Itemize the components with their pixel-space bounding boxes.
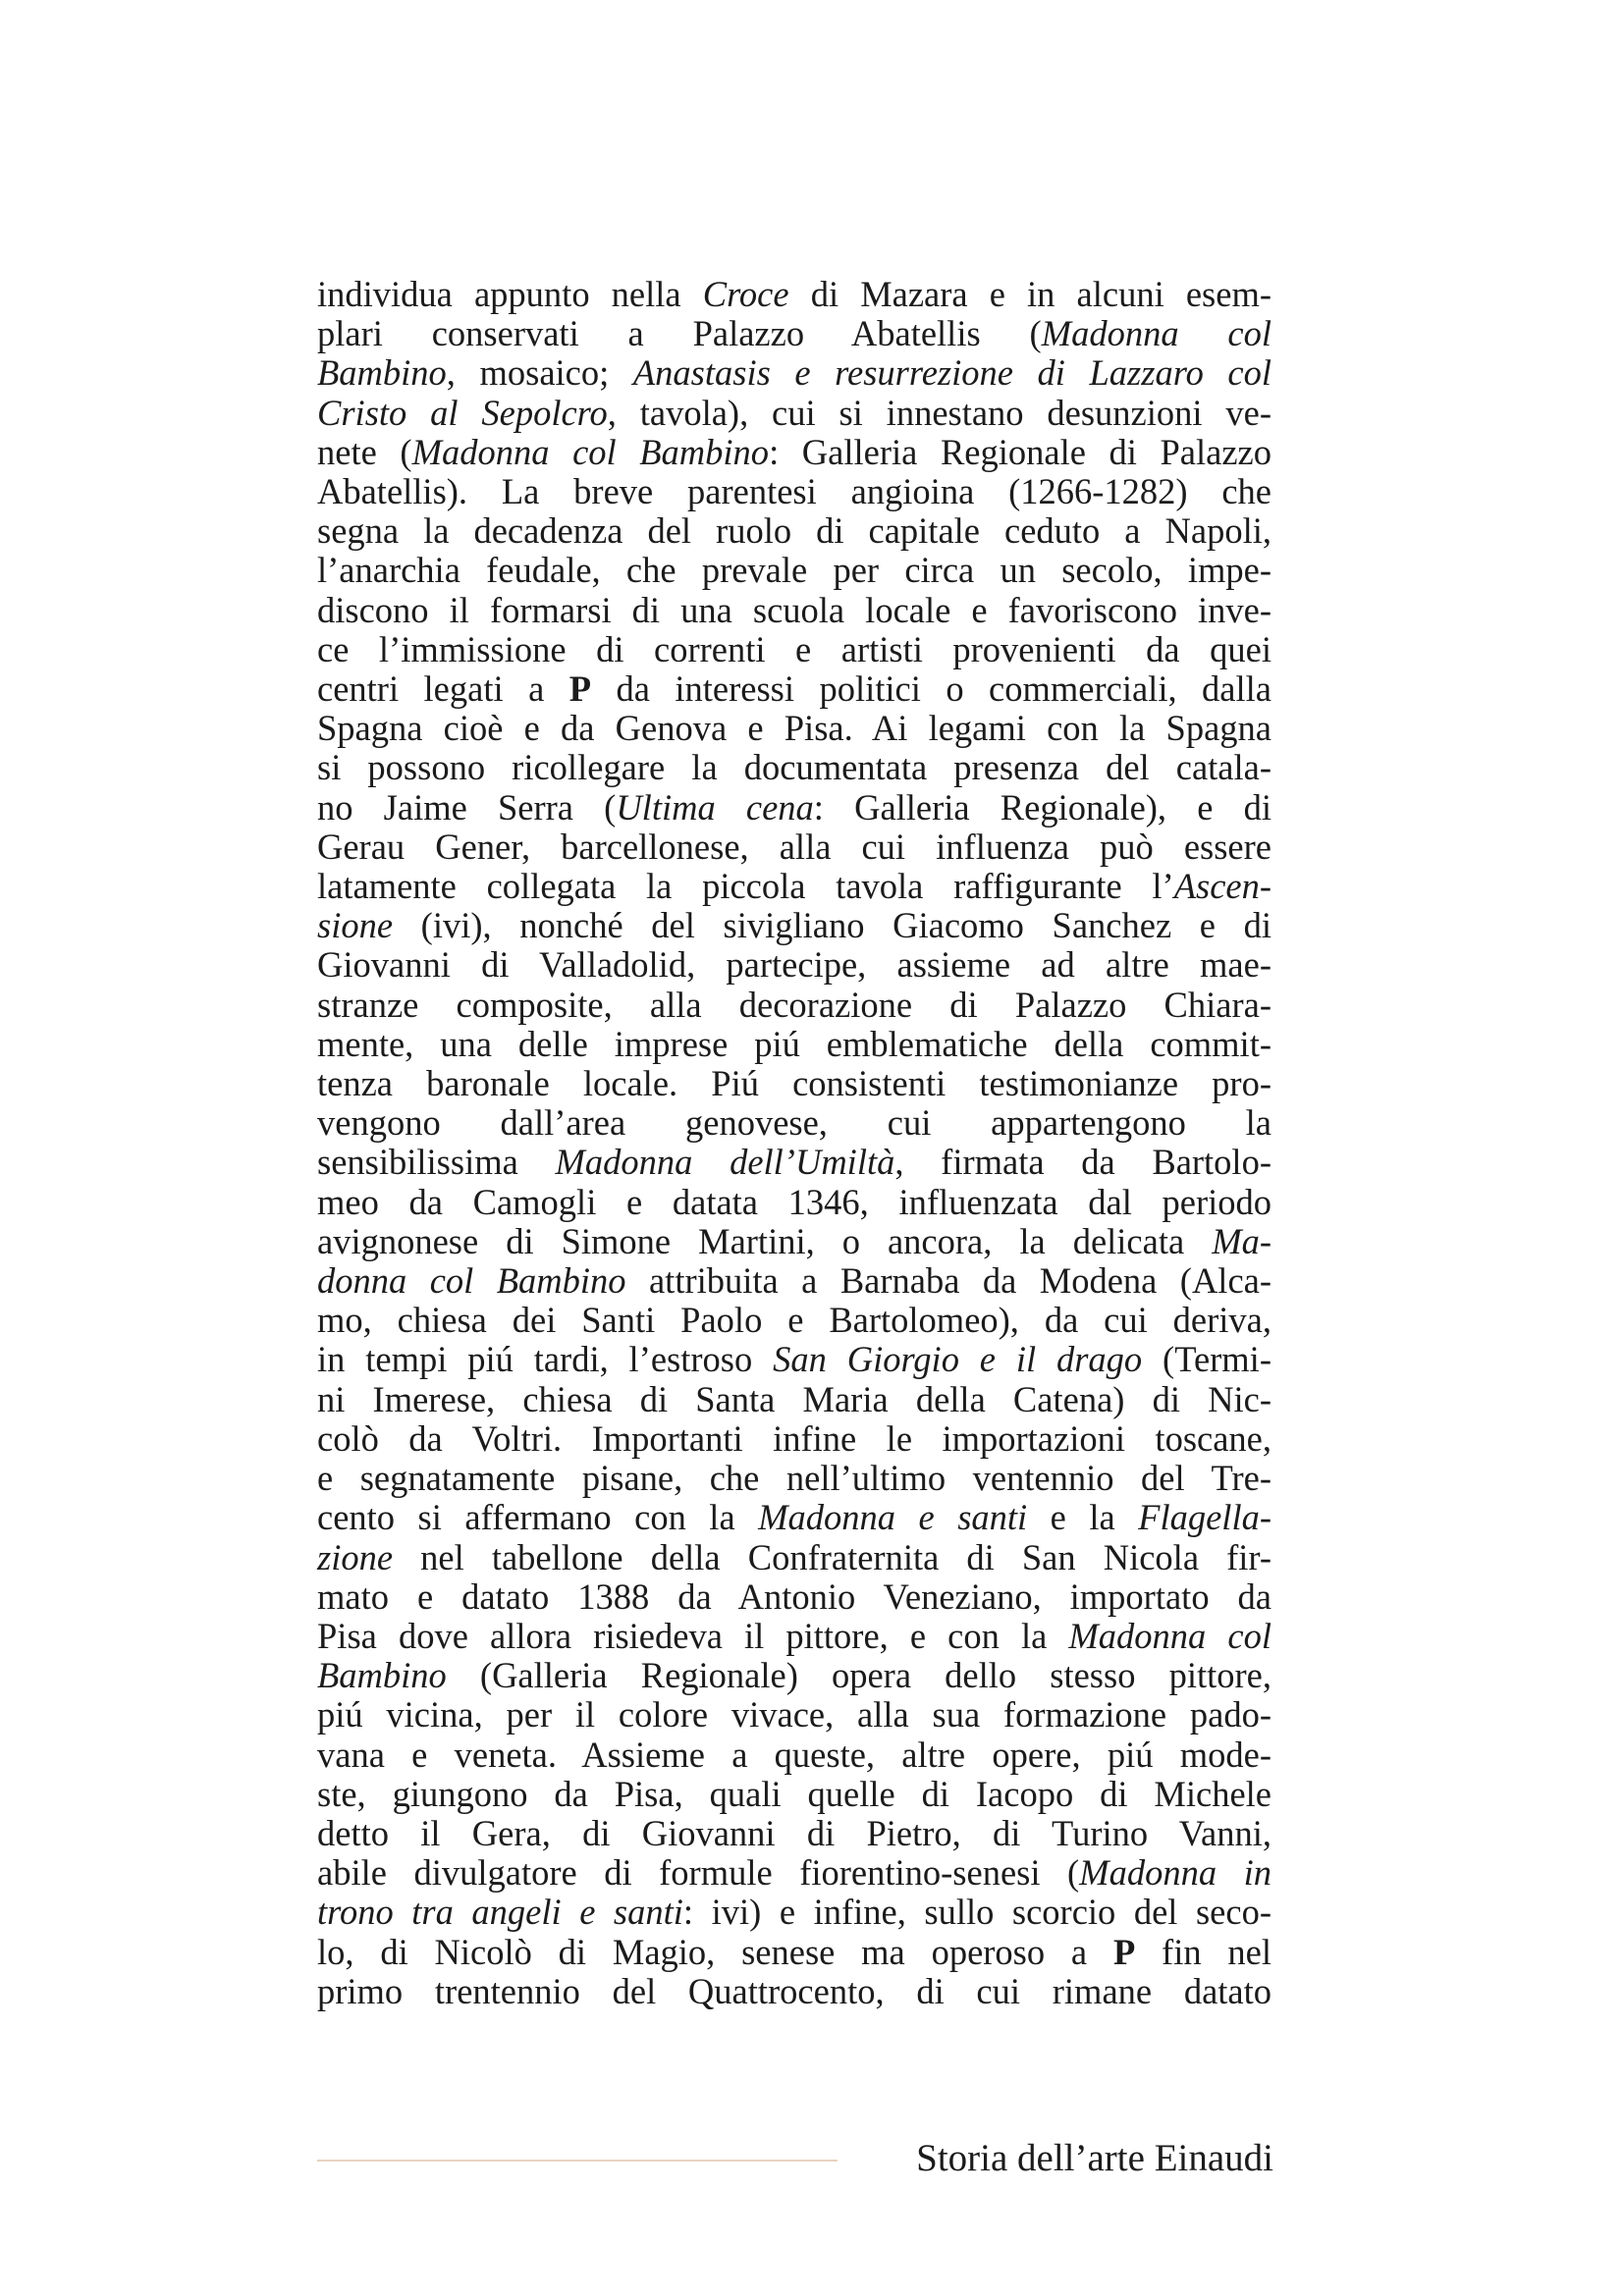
text-span: e segnatamente pisane, che nell’ultimo ventennio del Tre- [317, 1458, 1271, 1499]
text-line [317, 1340, 1271, 1379]
text-span: : Galleria Regionale), e di [813, 786, 1271, 828]
text-span: meo da Camogli e datata 1346, influenzata dal periodo [317, 1181, 1271, 1222]
italic-span: sione [317, 905, 394, 946]
text-span: latamente collegata la piccola tavola raffigurante l’ [317, 866, 1174, 907]
italic-span: Ultima cena [616, 786, 814, 828]
text-span: sensibilissima [317, 1142, 556, 1183]
text-span: : Galleria Regionale di Palazzo [769, 431, 1272, 472]
text-line [317, 788, 1271, 828]
italic-span: trono tra angeli e santi [317, 1892, 683, 1933]
text-span: di Mazara e in alcuni esem- [788, 274, 1271, 314]
text-line [317, 1380, 1271, 1419]
italic-span: Flagella- [1138, 1497, 1271, 1538]
text-span: stranze composite, alla decorazione di Palazzo Chiara- [317, 984, 1271, 1025]
text-span: , mosaico; [446, 352, 633, 394]
text-line [317, 1419, 1271, 1459]
text-span: detto il Gera, di Giovanni di Pietro, di Turino Vanni, [317, 1812, 1271, 1853]
text-span: centri legati a [317, 668, 569, 710]
text-span: vengono dall’area genovese, cui appartengono la [317, 1102, 1271, 1144]
text-line [317, 1143, 1271, 1182]
bold-span: P [1112, 1931, 1136, 1972]
text-line [317, 1656, 1271, 1695]
text-line [317, 986, 1271, 1025]
footer-label: Storia dell’arte Einaudi [916, 2137, 1273, 2179]
text-line [317, 1853, 1271, 1893]
italic-span: Anastasis e resurrezione di Lazzaro col [632, 352, 1271, 394]
text-line [317, 1222, 1271, 1261]
italic-span: Ma- [1212, 1220, 1271, 1261]
italic-span: zione [317, 1536, 394, 1577]
text-line [317, 709, 1271, 748]
text-line [317, 591, 1271, 630]
italic-span: Croce [702, 274, 789, 314]
text-span: attribuita a Barnaba da Modena (Alca- [625, 1260, 1272, 1302]
text-span: mo, chiesa dei Santi Paolo e Bartolomeo), da cui deriva, [317, 1300, 1271, 1341]
text-span: Gerau Gener, barcellonese, alla cui influenza può essere [317, 826, 1271, 867]
text-span: nete ( [317, 431, 412, 472]
text-line [317, 1617, 1271, 1656]
text-span: vana e veneta. Assieme a queste, altre opere, piú mode- [317, 1734, 1271, 1775]
text-line [317, 1577, 1271, 1617]
text-span: discono il formarsi di una scuola locale e favoriscono inve- [317, 589, 1271, 630]
text-line [317, 1183, 1271, 1222]
italic-span: Madonna e santi [758, 1497, 1028, 1538]
text-line [317, 353, 1271, 393]
text-line [317, 906, 1271, 945]
text-line [317, 630, 1271, 669]
text-line [317, 551, 1271, 590]
text-line [317, 1893, 1271, 1932]
italic-span: San Giorgio e il drago [773, 1339, 1143, 1380]
text-span: (ivi), nonché del sivigliano Giacomo Sanchez e di [393, 905, 1271, 946]
italic-span: donna col Bambino [317, 1260, 626, 1302]
text-line [317, 433, 1271, 472]
text-line [317, 1972, 1271, 2011]
italic-span: Madonna in [1079, 1852, 1271, 1894]
italic-span: Madonna dell’Umiltà [555, 1142, 895, 1183]
text-span: Pisa dove allora risiedeva il pittore, e con la [317, 1615, 1069, 1656]
italic-span: Cristo al Sepolcro [317, 392, 608, 433]
text-span: piú vicina, per il colore vivace, alla sua formazione pado- [317, 1694, 1271, 1735]
text-line [317, 394, 1271, 433]
text-line [317, 1498, 1271, 1537]
bold-span: P [568, 668, 592, 710]
text-span: , firmata da Bartolo- [894, 1142, 1271, 1183]
text-span: (Galleria Regionale) opera dello stesso pittore, [446, 1655, 1271, 1696]
text-span: Giovanni di Valladolid, partecipe, assieme ad altre mae- [317, 944, 1271, 986]
italic-span: Bambino [317, 352, 447, 394]
text-span: ni Imerese, chiesa di Santa Maria della Catena) di Nic- [317, 1378, 1271, 1419]
text-span: : ivi) e infine, sullo scorcio del seco- [682, 1892, 1271, 1933]
text-span: e la [1027, 1497, 1139, 1538]
text-span: individua appunto nella [317, 274, 703, 314]
text-span: avignonese di Simone Martini, o ancora, la delicata [317, 1220, 1213, 1261]
text-line [317, 1735, 1271, 1775]
text-line [317, 1814, 1271, 1853]
text-line [317, 314, 1271, 353]
text-line [317, 275, 1271, 314]
text-span: colò da Voltri. Importanti infine le importazioni toscane, [317, 1417, 1271, 1459]
text-line [317, 472, 1271, 511]
text-line [317, 1695, 1271, 1735]
text-line [317, 1103, 1271, 1143]
text-span: (Termi- [1142, 1339, 1271, 1380]
text-span: fin nel [1135, 1931, 1272, 1972]
text-span: Spagna cioè e da Genova e Pisa. Ai legami con la Spagna [317, 708, 1271, 749]
body-text [317, 275, 1271, 2011]
text-span: ce l’immissione di correnti e artisti provenienti da quei [317, 628, 1271, 669]
text-line [317, 1459, 1271, 1498]
text-span: no Jaime Serra ( [317, 786, 617, 828]
text-span: in tempi piú tardi, l’estroso [317, 1339, 774, 1380]
text-span: segna la decadenza del ruolo di capitale ceduto a Napoli, [317, 510, 1271, 552]
text-line [317, 867, 1271, 906]
text-span: nel tabellone della Confraternita di San Nicola fir- [393, 1536, 1271, 1577]
text-span: primo trentennio del Quattrocento, di cui rimane datato [317, 1970, 1271, 2011]
text-span: abile divulgatore di formule fiorentino-senesi ( [317, 1852, 1080, 1894]
footer-rule [317, 2160, 838, 2162]
text-span: mato e datato 1388 da Antonio Veneziano, importato da [317, 1575, 1271, 1617]
text-line [317, 828, 1271, 867]
italic-span: Madonna col [1068, 1615, 1271, 1656]
text-line [317, 1261, 1271, 1301]
text-span: tenza baronale locale. Piú consistenti testimonianze pro- [317, 1063, 1271, 1104]
text-line [317, 945, 1271, 985]
text-line [317, 511, 1271, 551]
text-span: da interessi politici o commerciali, dalla [591, 668, 1271, 710]
text-span: lo, di Nicolò di Magio, senese ma operoso a [317, 1931, 1113, 1972]
italic-span: Bambino [317, 1655, 447, 1696]
text-span: mente, una delle imprese piú emblematiche della commit- [317, 1023, 1271, 1064]
italic-span: Madonna col Bambino [411, 431, 770, 472]
text-span: ste, giungono da Pisa, quali quelle di Iacopo di Michele [317, 1773, 1271, 1814]
text-line [317, 748, 1271, 787]
text-line [317, 1025, 1271, 1064]
italic-span: Madonna col [1041, 313, 1272, 354]
italic-span: Ascen- [1173, 866, 1271, 907]
text-line [317, 1775, 1271, 1814]
text-line [317, 669, 1271, 709]
text-line [317, 1064, 1271, 1103]
text-line [317, 1301, 1271, 1340]
text-line [317, 1933, 1271, 1972]
text-span: Abatellis). La breve parentesi angioina (1266-1282) che [317, 471, 1271, 512]
text-span: l’anarchia feudale, che prevale per circa un secolo, impe- [317, 550, 1271, 591]
text-line [317, 1538, 1271, 1577]
text-span: cento si affermano con la [317, 1497, 759, 1538]
text-span: plari conservati a Palazzo Abatellis ( [317, 313, 1042, 354]
text-span: , tavola), cui si innestano desunzioni ve- [607, 392, 1271, 433]
text-span: si possono ricollegare la documentata presenza del catala- [317, 747, 1271, 788]
